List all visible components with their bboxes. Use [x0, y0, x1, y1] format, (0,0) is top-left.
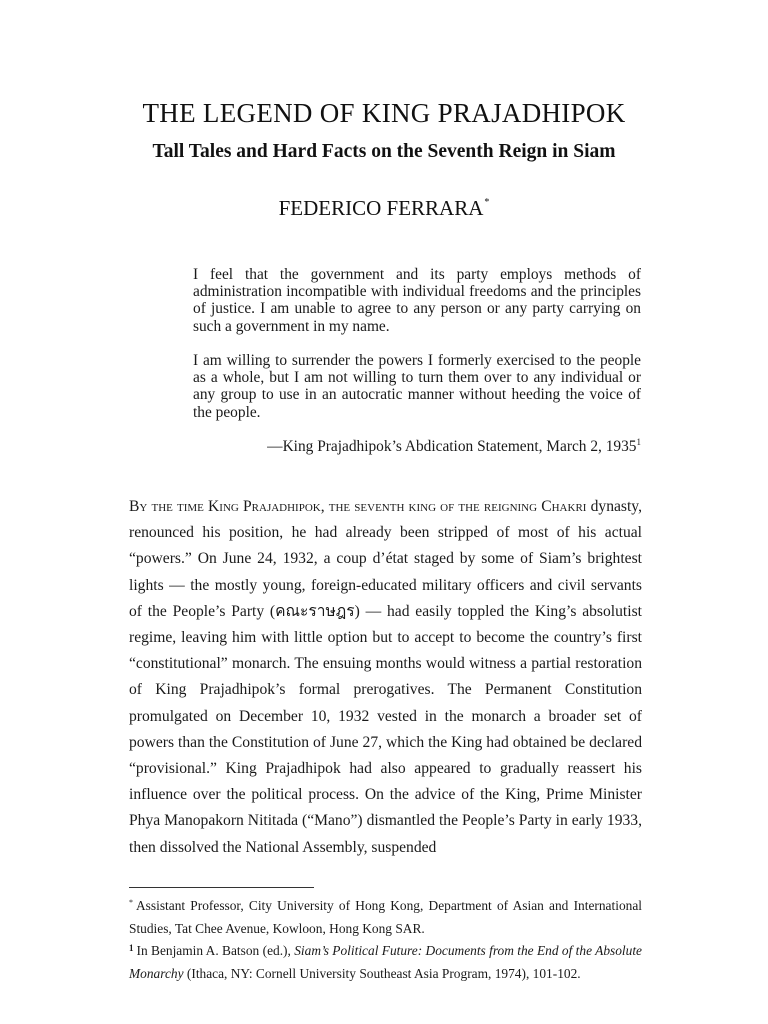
body-lead-in: By the time King Prajadhipok, the seventh king of the reigning Chakri	[129, 498, 587, 515]
author-footnote-mark: *	[484, 197, 490, 208]
footnote-1-text: Assistant Professor, City University of Hong Kong, Department of Asian and International Studies, Tat Chee Avenue, Kowloon, Hong Kong SAR.	[129, 898, 642, 936]
footnote-2-suffix: (Ithaca, NY: Cornell University Southeast Asia Program, 1974), 101-102.	[183, 966, 581, 981]
paper-title: THE LEGEND OF KING PRAJADHIPOK	[142, 98, 626, 128]
paper-subtitle: Tall Tales and Hard Facts on the Seventh Reign in Siam	[152, 141, 616, 162]
footnote-1-mark: *	[129, 898, 133, 907]
footnote-2	[129, 937, 642, 985]
footnote-2-prefix: In Benjamin A. Batson (ed.),	[136, 943, 295, 958]
footnote-reference-1: 1	[636, 437, 641, 447]
footnote-1	[129, 891, 642, 940]
footnote-2-book-title: Siam’s Political Future: Documents from the End of the Absolute Monarchy	[129, 943, 643, 981]
author-name-text: FEDERICO FERRARA	[278, 196, 484, 220]
epigraph-attribution	[193, 437, 641, 456]
footnote-2-mark: 1	[129, 943, 134, 953]
footnote-divider	[129, 887, 314, 888]
author-name	[0, 196, 768, 221]
epigraph-paragraph-2: I am willing to surrender the powers I formerly exercised to the people as a whole, but I am not willing to turn them over to any individual or any group to use in an autocratic manner without heeding the voice of the people.	[193, 352, 641, 421]
body-text: dynasty, renounced his position, he had already been stripped of most of his actual “powers.” On June 24, 1932, a coup d’état staged by some of Siam’s brightest lights — the mostly young, foreign-educated military officers and civil servants of the People’s Party (คณะราษฎร) — had easily toppled the King’s absolutist regime, leaving him with little option but to accept to become the country’s first “constitutional” monarch. The ensuing months would witness a partial restoration of King Prajadhipok’s formal prerogatives. The Permanent Constitution promulgated on December 10, 1932 vested in the monarch a broader set of powers than the Constitution of June 27, which the King had obtained be declared “provisional.” King Prajadhipok had also appeared to gradually reassert his influence over the political process. On the advice of the King, Prime Minister Phya Manopakorn Nititada (“Mano”) dismantled the People’s Party in early 1933, then dissolved the National Assembly, suspended	[129, 498, 642, 856]
epigraph-attribution-text: —King Prajadhipok’s Abdication Statement, March 2, 1935	[267, 438, 637, 455]
body-paragraph	[129, 494, 642, 861]
epigraph-paragraph-1: I feel that the government and its party employs methods of administration incompatible with individual freedoms and the principles of justice. I am unable to agree to any person or any party carrying on such a government in my name.	[193, 266, 641, 335]
